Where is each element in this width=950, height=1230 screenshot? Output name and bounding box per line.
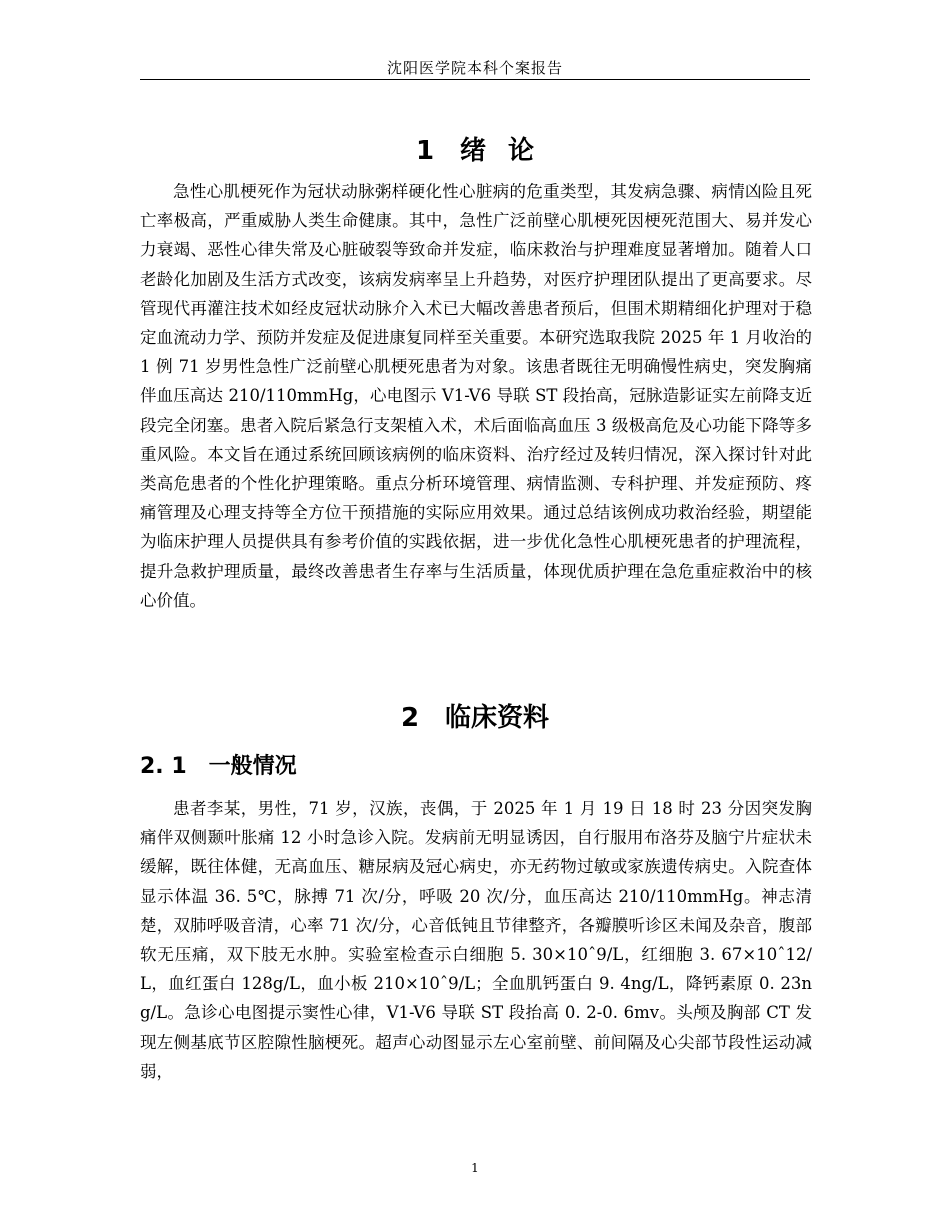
section-number: 2 <box>400 703 420 733</box>
intro-paragraph: 急性心肌梗死作为冠状动脉粥样硬化性心脏病的危重类型，其发病急骤、病情凶险且死亡率极高，严重威胁人类生命健康。其中，急性广泛前壁心肌梗死因梗死范围大、易并发心力衰竭、恶性心律失常及心脏破裂等致命并发症，临床救治与护理难度显著增加。随着人口老龄化加剧及生活方式改变，该病发病率呈上升趋势，对医疗护理团队提出了更高要求。尽管现代再灌注技术如经皮冠状动脉介入术已大幅改善患者预后，但围术期精细化护理对于稳定血流动力学、预防并发症及促进康复同样至关重要。本研究选取我院 2025 年 1 月收治的 1 例 71 岁男性急性广泛前壁心肌梗死患者为对象。该患者既往无明确慢性病史，突发胸痛伴血压高达 210/110mmHg，心电图示 V1-V6 导联 ST 段抬高，冠脉造影证实左前降支近段完全闭塞。患者入院后紧急行支架植入术，术后面临高血压 3 级极高危及心功能下降等多重风险。本文旨在通过系统回顾该病例的临床资料、治疗经过及转归情况，深入探讨针对此类高危患者的个性化护理策略。重点分析环境管理、病情监测、专科护理、并发症预防、疼痛管理及心理支持等全方位干预措施的实际应用效果。通过总结该例成功救治经验，期望能为临床护理人员提供具有参考价值的实践依据，进一步优化急性心肌梗死患者的护理流程，提升急救护理质量，最终改善患者生存率与生活质量，体现优质护理在急危重症救治中的核心价值。 <box>140 182 812 610</box>
section-heading-intro <box>140 134 810 168</box>
subsection-number: 2. 1 <box>140 754 187 779</box>
section-heading-clinical <box>140 701 810 735</box>
header-rule <box>140 79 810 80</box>
section-title: 绪论 <box>460 136 557 166</box>
subsection-heading-general <box>140 752 297 782</box>
section-title: 临床资料 <box>445 703 550 733</box>
general-info-paragraph: 患者李某，男性，71 岁，汉族，丧偶，于 2025 年 1 月 19 日 18 时 23 分因突发胸痛伴双侧颞叶胀痛 12 小时急诊入院。发病前无明显诱因，自行服用布洛芬及脑宁片症状未缓解，既往体健，无高血压、糖尿病及冠心病史，亦无药物过敏或家族遗传病史。入院查体显示体温 36. 5℃，脉搏 71 次/分，呼吸 20 次/分，血压高达 210/110mmHg。神志清楚，双肺呼吸音清，心率 71 次/分，心音低钝且节律整齐，各瓣膜听诊区未闻及杂音，腹部软无压痛，双下肢无水肿。实验室检查示白细胞 5. 30×10ˆ9/L，红细胞 3. 67×10ˆ12/L，血红蛋白 128g/L，血小板 210×10ˆ9/L；全血肌钙蛋白 9. 4ng/L，降钙素原 0. 23ng/L。急诊心电图提示窦性心律，V1-V6 导联 ST 段抬高 0. 2-0. 6mv。头颅及胸部 CT 发现左侧基底节区腔隙性脑梗死。超声心动图显示左心室前壁、前间隔及心尖部节段性运动减弱， <box>140 799 812 1081</box>
subsection-title: 一般情况 <box>208 754 297 779</box>
section-number: 1 <box>415 136 435 166</box>
running-header: 沈阳医学院本科个案报告 <box>386 59 563 77</box>
page-number: 1 <box>471 1161 479 1175</box>
